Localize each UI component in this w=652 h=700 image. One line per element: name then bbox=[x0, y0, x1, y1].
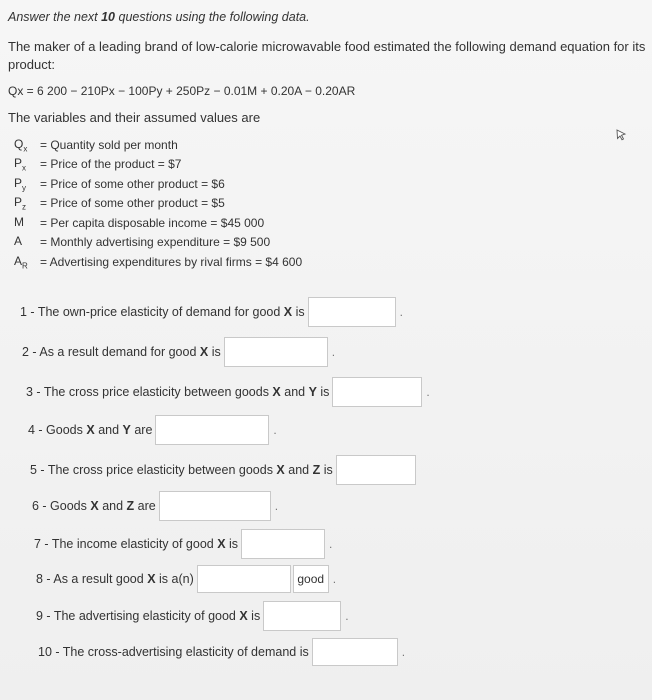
variable-description: = Price of some other product = $6 bbox=[40, 176, 225, 191]
variable-description: = Per capita disposable income = $45 000 bbox=[40, 215, 265, 230]
answer-input-10[interactable] bbox=[312, 638, 398, 666]
variable-row bbox=[12, 135, 302, 155]
equation-text: Qx = 6 200 − 210Px − 100Py + 250Pz − 0.01M + 0.20A − 0.20AR bbox=[8, 84, 356, 98]
variables-title: The variables and their assumed values are bbox=[8, 110, 261, 125]
variable-row bbox=[12, 174, 302, 194]
mouse-pointer-icon bbox=[614, 128, 628, 142]
variable-description: = Price of the product = $7 bbox=[40, 157, 182, 172]
question-2: 2 - As a result demand for good X is . bbox=[22, 337, 335, 367]
question-label: 2 - As a result demand for good X is bbox=[22, 345, 221, 359]
question-label: 3 - The cross price elasticity between goods X and Y is bbox=[26, 385, 330, 399]
variable-symbol: $P_y$ bbox=[14, 175, 27, 192]
answer-input-9[interactable] bbox=[263, 601, 341, 631]
question-7: 7 - The income elasticity of good X is . bbox=[34, 529, 332, 559]
answer-input-3[interactable] bbox=[332, 377, 422, 407]
variable-row bbox=[12, 252, 302, 272]
variable-description: = Monthly advertising expenditure = $9 500 bbox=[40, 235, 271, 250]
instruction-number: 10 bbox=[101, 10, 116, 24]
variable-row bbox=[12, 213, 302, 233]
variable-description: = Advertising expenditures by rival firms = $4 600 bbox=[40, 254, 303, 269]
variable-description: = Quantity sold per month bbox=[40, 137, 178, 152]
instruction-line bbox=[8, 10, 310, 24]
answer-select-2[interactable] bbox=[224, 337, 328, 367]
instruction-pre: Answer the next bbox=[8, 10, 102, 24]
question-label: 4 - Goods X and Y are bbox=[28, 423, 153, 437]
question-4: 4 - Goods X and Y are . bbox=[28, 415, 277, 445]
question-8: 8 - As a result good X is a(n) good . bbox=[36, 565, 336, 593]
variables-list bbox=[12, 135, 302, 272]
question-3: 3 - The cross price elasticity between goods X and Y is . bbox=[26, 377, 430, 407]
variable-row bbox=[12, 233, 302, 253]
answer-input-1[interactable] bbox=[308, 297, 396, 327]
demand-equation bbox=[8, 84, 355, 98]
question-label: 8 - As a result good X is a(n) bbox=[36, 572, 194, 586]
problem-paragraph: The maker of a leading brand of low-calorie microwavable food estimated the following demand equation for its product: bbox=[8, 39, 646, 72]
instruction-post: questions using the following data. bbox=[115, 10, 310, 24]
variable-symbol: $A_R$ bbox=[14, 253, 28, 270]
answer-input-7[interactable] bbox=[241, 529, 325, 559]
answer-input-5[interactable] bbox=[336, 455, 416, 485]
question-label: 9 - The advertising elasticity of good X is bbox=[36, 609, 261, 623]
question-label: 1 - The own-price elasticity of demand for good X is bbox=[20, 305, 305, 319]
question-5 bbox=[30, 455, 416, 485]
variable-row bbox=[12, 194, 302, 214]
answer-select-6[interactable] bbox=[159, 491, 271, 521]
variable-symbol: M bbox=[14, 214, 24, 229]
variable-symbol: A bbox=[14, 234, 23, 249]
question-9: 9 - The advertising elasticity of good X is . bbox=[36, 601, 349, 631]
question-1: 1 - The own-price elasticity of demand for good X is . bbox=[20, 297, 403, 327]
good-text-box: good bbox=[293, 565, 329, 593]
variable-description: = Price of some other product = $5 bbox=[40, 196, 225, 211]
question-10: 10 - The cross-advertising elasticity of demand is . bbox=[38, 638, 405, 666]
variable-symbol: $Q_x$ bbox=[14, 136, 28, 153]
variable-symbol: $P_x$ bbox=[14, 156, 27, 173]
answer-select-8[interactable] bbox=[197, 565, 291, 593]
question-6: 6 - Goods X and Z are . bbox=[32, 491, 278, 521]
question-label: 10 - The cross-advertising elasticity of demand is bbox=[38, 645, 309, 659]
answer-select-4[interactable] bbox=[155, 415, 269, 445]
question-label: 7 - The income elasticity of good X is bbox=[34, 537, 239, 551]
variable-symbol: $P_z$ bbox=[14, 195, 27, 212]
variable-row bbox=[12, 155, 302, 175]
question-label: 6 - Goods X and Z are bbox=[32, 499, 156, 513]
question-label: 5 - The cross price elasticity between goods X and Z is bbox=[30, 463, 333, 477]
